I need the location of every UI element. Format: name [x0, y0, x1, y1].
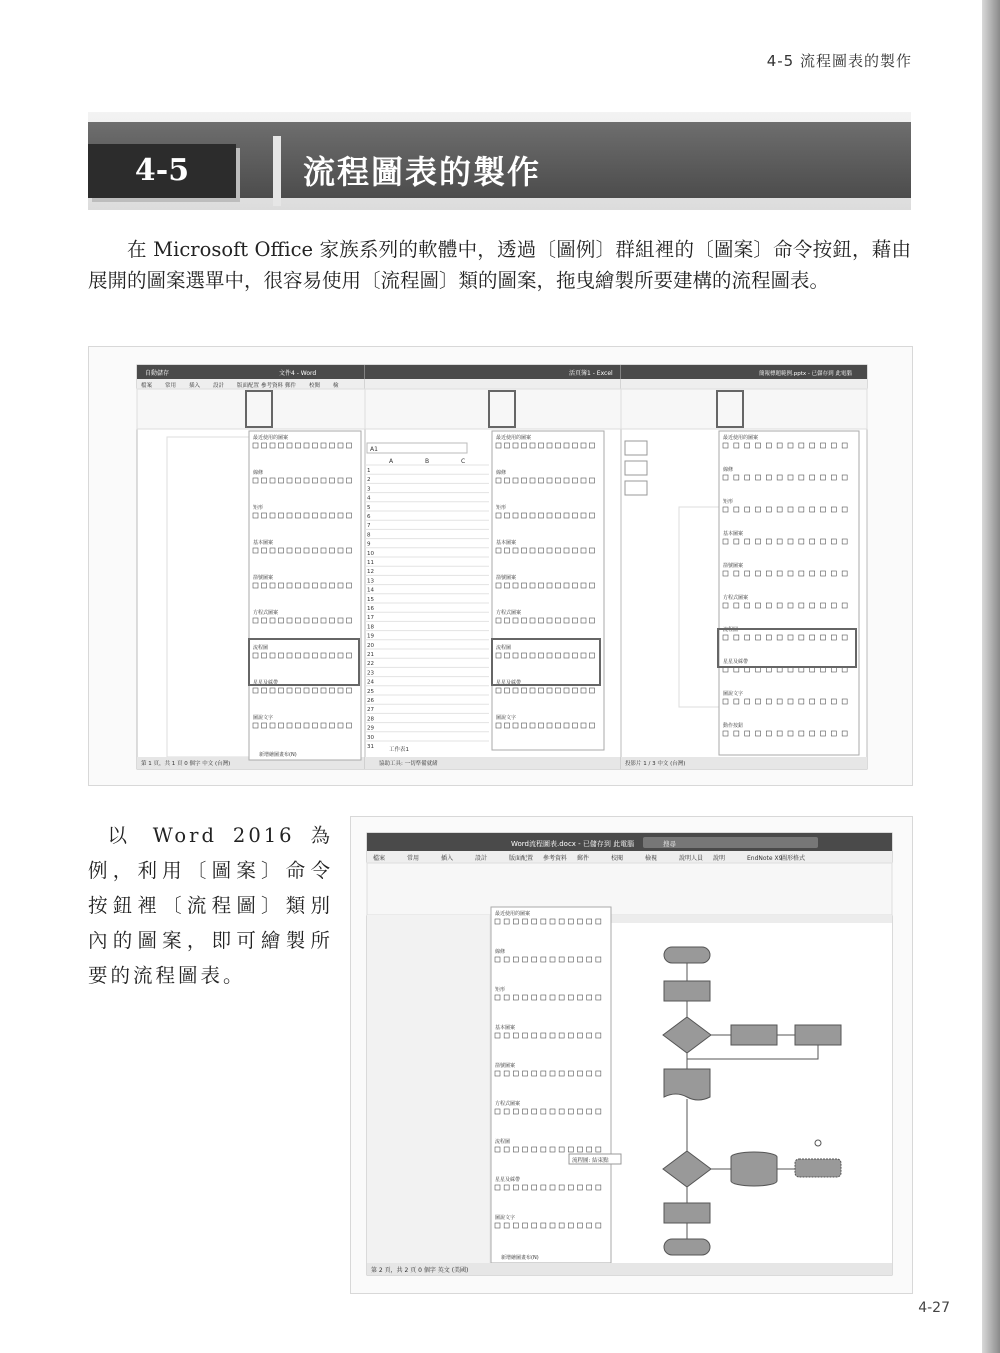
fig2-tab: 設計	[475, 855, 488, 862]
section-divider	[273, 136, 281, 206]
excel-row-header: 27	[367, 707, 374, 714]
word-title: 文件4 - Word	[279, 370, 317, 377]
word-tab: 設計	[213, 383, 225, 389]
word-paragraph: 以 Word 2016 為 例，利用〔圖案〕命令按鈕裡〔流程圖〕類別內的圖案，即可繪製所要的流程圖表。	[88, 824, 333, 987]
section-number: 4-5	[88, 144, 236, 198]
fig2-search: 搜尋	[663, 840, 676, 848]
word-tab: 檢	[333, 383, 339, 389]
excel-row-header: 23	[367, 670, 374, 677]
gallery-category: 圖說文字	[253, 715, 274, 721]
excel-col-header: A	[389, 458, 394, 465]
excel-row-header: 30	[367, 734, 374, 741]
running-head: 4-5 流程圖表的製作	[766, 52, 912, 70]
gallery-category: 圖說文字	[496, 715, 517, 721]
word-autosave: 自動儲存	[145, 370, 170, 377]
fig2-tab: 郵件	[577, 855, 590, 862]
gallery-category: 流程圖	[723, 627, 739, 633]
gallery-category: 星星及綵帶	[496, 680, 522, 686]
fig2-tab: 說明人員	[679, 855, 704, 862]
word-status: 第 1 頁，共 1 頁 0 個字 中文 (台灣)	[141, 761, 231, 767]
excel-row-header: 8	[367, 532, 371, 539]
gallery-category: 基本圖案	[253, 540, 274, 546]
gallery-category: 線條	[495, 949, 506, 955]
gallery-category: 基本圖案	[496, 540, 517, 546]
word-tab: 常用	[165, 383, 177, 389]
word-tab: 校閱	[309, 383, 321, 389]
fig2-tab: 版面配置	[509, 855, 534, 862]
gallery-category: 線條	[723, 467, 734, 473]
excel-row-header: 18	[367, 624, 374, 631]
gallery-category: 流程圖	[496, 645, 512, 651]
fig2-tab: 圖形格式	[781, 855, 806, 862]
gallery-category: 基本圖案	[495, 1025, 516, 1031]
gallery-category: 流程圖	[253, 645, 269, 651]
excel-row-header: 22	[367, 661, 374, 668]
word-tab: 郵件	[285, 383, 297, 389]
gallery-category: 方程式圖案	[496, 610, 522, 616]
word-tab: 參考資料	[261, 383, 284, 389]
ppt-title: 簡報標題範例.pptx - 已儲存到 此電腦	[759, 371, 852, 377]
excel-row-header: 29	[367, 725, 374, 732]
gallery-category: 流程圖	[495, 1139, 511, 1145]
figure-word-flowchart	[350, 816, 913, 1294]
fig2-tab: 參考資料	[543, 855, 568, 862]
excel-row-header: 4	[367, 495, 371, 502]
gallery-new-canvas: 新增繪圖畫布(N)	[259, 752, 297, 758]
fig2-tab: EndNote X9	[747, 855, 783, 862]
fig2-tab: 檔案	[373, 855, 386, 862]
word-tab: 插入	[189, 383, 201, 389]
gallery-category: 星星及綵帶	[253, 680, 279, 686]
gallery-category: 箭號圖案	[496, 575, 517, 581]
fig2-tab: 插入	[441, 855, 454, 862]
excel-namebox: A1	[370, 446, 378, 453]
excel-row-header: 6	[367, 514, 371, 520]
gallery-category: 最近使用的圖案	[723, 435, 759, 441]
gallery-category: 基本圖案	[723, 531, 744, 537]
fig2-title: Word流程圖表.docx - 已儲存到 此電腦	[511, 840, 635, 848]
gallery-category: 星星及綵帶	[495, 1177, 521, 1183]
excel-row-header: 26	[367, 698, 374, 704]
excel-row-header: 21	[367, 652, 374, 658]
page-edge-tab	[982, 0, 1000, 1353]
fig2-tab: 說明	[713, 855, 726, 862]
section-title: 流程圖表的製作	[303, 153, 542, 191]
excel-row-header: 1	[367, 468, 371, 474]
gallery-category: 矩形	[723, 499, 734, 505]
excel-row-header: 11	[367, 560, 374, 566]
excel-row-header: 10	[367, 550, 374, 557]
section-banner	[88, 112, 911, 210]
gallery-category: 箭號圖案	[723, 563, 744, 569]
gallery-category: 矩形	[253, 505, 264, 511]
excel-row-header: 17	[367, 615, 374, 622]
gallery-category: 圖說文字	[723, 691, 744, 697]
excel-row-header: 16	[367, 606, 374, 612]
gallery-category: 線條	[253, 470, 264, 476]
fig2-tab: 校閱	[611, 855, 624, 862]
gallery-category: 箭號圖案	[253, 575, 274, 581]
excel-row-header: 13	[367, 578, 374, 585]
gallery-category: 方程式圖案	[253, 610, 279, 616]
excel-status: 協助工具: 一切準備就緒	[379, 761, 438, 767]
excel-row-header: 20	[367, 642, 374, 649]
intro-paragraph: 在 Microsoft Office 家族系列的軟體中，透過〔圖例〕群組裡的〔圖案〕命令按鈕，藉由展開的圖案選單中，很容易使用〔流程圖〕類的圖案，拖曳繪製所要建構的流程圖表。	[88, 238, 911, 292]
fig2-status: 第 2 頁，共 2 頁 0 個字 英文 (美國)	[371, 1267, 469, 1274]
fig2-tooltip: 流程圖: 結束點	[572, 1158, 609, 1164]
excel-title: 活頁簿1 - Excel	[569, 370, 613, 377]
excel-row-header: 25	[367, 688, 374, 695]
excel-row-header: 28	[367, 716, 374, 723]
figure-office-shapes	[88, 346, 913, 786]
excel-row-header: 19	[367, 633, 374, 640]
gallery-category: 箭號圖案	[495, 1063, 516, 1069]
gallery-category: 圖說文字	[495, 1215, 516, 1221]
excel-sheet-tab: 工作表1	[389, 747, 409, 753]
excel-row-header: 3	[367, 486, 371, 493]
gallery-new-canvas: 新增繪圖畫布(N)	[501, 1255, 539, 1261]
fig2-tab: 常用	[407, 855, 420, 862]
excel-row-header: 5	[367, 504, 371, 511]
excel-col-header: C	[461, 458, 466, 465]
gallery-category: 方程式圖案	[723, 595, 749, 601]
word-tab: 檔案	[141, 383, 153, 389]
gallery-category: 動作按鈕	[723, 723, 744, 729]
gallery-category: 星星及綵帶	[723, 659, 749, 665]
ppt-status: 投影片 1 / 3 中文 (台灣)	[625, 761, 686, 767]
gallery-category: 線條	[496, 470, 507, 476]
excel-row-header: 9	[367, 541, 371, 548]
gallery-category: 最近使用的圖案	[496, 435, 532, 441]
word-tab: 版面配置	[237, 383, 260, 389]
gallery-category: 方程式圖案	[495, 1101, 521, 1107]
gallery-category: 矩形	[496, 505, 507, 511]
page-number: 4-27	[918, 1300, 950, 1316]
gallery-category: 矩形	[495, 987, 506, 993]
excel-col-header: B	[425, 458, 430, 465]
excel-row-header: 24	[367, 679, 374, 686]
gallery-category: 最近使用的圖案	[495, 911, 531, 917]
fig2-tab: 檢視	[645, 855, 658, 862]
excel-row-header: 31	[367, 744, 374, 750]
excel-row-header: 7	[367, 523, 371, 530]
gallery-category: 最近使用的圖案	[253, 435, 289, 441]
excel-row-header: 12	[367, 569, 374, 576]
section-banner-bar	[88, 122, 911, 198]
excel-row-header: 15	[367, 596, 374, 603]
excel-row-header: 14	[367, 587, 374, 594]
excel-row-header: 2	[367, 477, 371, 484]
